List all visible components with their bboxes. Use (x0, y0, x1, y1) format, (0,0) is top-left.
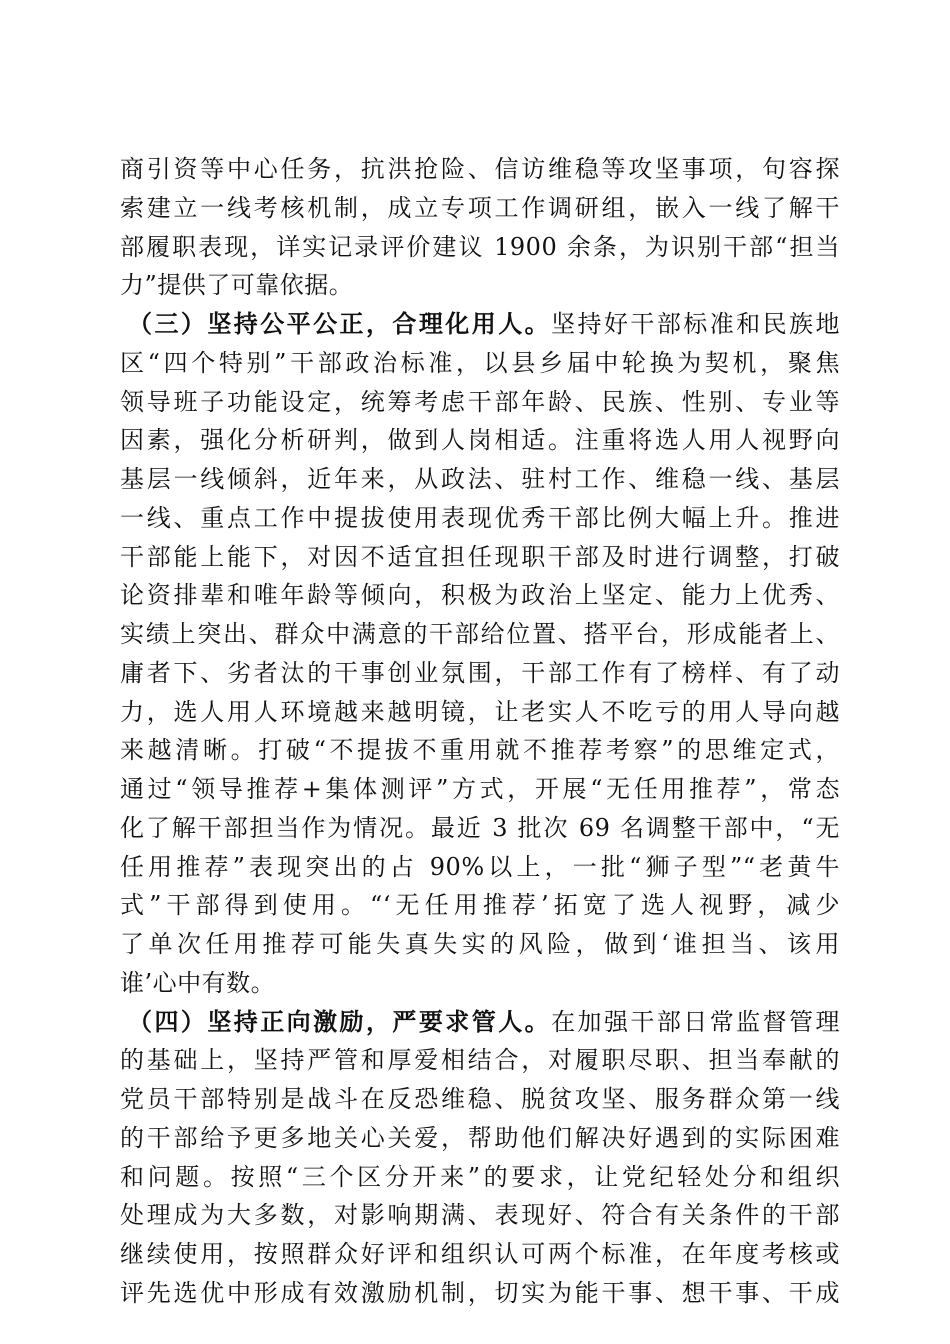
line-text: 的基础上，坚持严管和厚爱相结合，对履职尽职、担当奉献的 (120, 1046, 840, 1075)
body-text-line (120, 1274, 840, 1313)
line-text: 基层一线倾斜，近年来，从政法、驻村工作、维稳一线、基层 (120, 465, 840, 493)
line-text: 任用推荐”表现突出的占 90%以上，一批“狮子型”“老黄牛 (120, 852, 840, 881)
body-text-line (120, 964, 840, 1003)
line-text: 通过“领导推荐+集体测评”方式，开展“无任用推荐”，常态 (120, 775, 840, 803)
line-text: 和问题。按照“三个区分开来”的要求，让党纪轻处分和组织 (120, 1162, 840, 1191)
line-text: 继续使用，按照群众好评和组织认可两个标准，在年度考核或 (120, 1240, 840, 1268)
line-text: 式”干部得到使用。“‘无任用推荐’拓宽了选人视野，减少 (120, 891, 840, 920)
section-heading-line (120, 305, 840, 344)
line-text: 处理成为大多数，对影响期满、表现好、符合有关条件的干部 (120, 1201, 840, 1230)
body-text-line (120, 693, 840, 732)
body-text-line (120, 925, 840, 964)
body-text-line (120, 886, 840, 925)
line-text: 商引资等中心任务，抗洪抢险、信访维稳等攻坚事项，句容探 (120, 155, 840, 183)
line-text: 力，选人用人环境越来越明镜，让老实人不吃亏的用人导向越 (120, 697, 840, 726)
line-text: 一线、重点工作中提拔使用表现优秀干部比例大幅上升。推进 (120, 503, 840, 532)
body-text-line (120, 538, 840, 577)
line-text: 的干部给予更多地关心关爱，帮助他们解决好遇到的实际困难 (120, 1123, 840, 1152)
body-text-line (120, 228, 840, 267)
body-text-line (120, 344, 840, 383)
body-text-line (120, 848, 840, 887)
body-text-line (120, 189, 840, 228)
body-text-line (120, 1080, 840, 1119)
body-text-line (120, 499, 840, 538)
line-text: 因素，强化分析研判，做到人岗相适。注重将选人用人视野向 (120, 426, 840, 455)
body-text-line (120, 421, 840, 460)
body-text-line (120, 460, 840, 499)
line-text: 谁’心中有数。 (120, 968, 276, 997)
body-text-line (120, 1235, 840, 1274)
line-text: 索建立一线考核机制，成立专项工作调研组，嵌入一线了解干 (120, 193, 840, 222)
line-text: 化了解干部担当作为情况。最近 3 批次 69 名调整干部中，“无 (120, 813, 840, 842)
section-heading: （三）坚持公平公正，合理化用人。 (128, 309, 552, 338)
line-text: 力”提供了可靠依据。 (120, 271, 354, 300)
line-text: 在加强干部日常监督管理 (551, 1007, 841, 1036)
line-text: 党员干部特别是战斗在反恐维稳、脱贫攻坚、服务群众第一线 (120, 1085, 840, 1113)
body-text-line (120, 770, 840, 809)
body-text-line (120, 576, 840, 615)
line-text: 区“四个特别”干部政治标准，以县乡届中轮换为契机，聚焦 (120, 348, 840, 377)
line-text: 了单次任用推荐可能失真失实的风险，做到‘谁担当、该用 (120, 930, 840, 958)
line-text: 坚持好干部标准和民族地 (551, 310, 841, 338)
line-text: 实绩上突出、群众中满意的干部给位置、搭平台，形成能者上、 (120, 620, 840, 648)
section-heading-line (120, 1003, 840, 1042)
body-text-line (120, 731, 840, 770)
body-text-line (120, 266, 840, 305)
body-text-line (120, 615, 840, 654)
line-text: 论资排辈和唯年龄等倾向，积极为政治上坚定、能力上优秀、 (120, 581, 840, 610)
body-text-line (120, 1041, 840, 1080)
body-text-line (120, 383, 840, 422)
body-text-line (120, 1158, 840, 1197)
section-heading: （四）坚持正向激励，严要求管人。 (128, 1006, 552, 1036)
line-text: 评先选优中形成有效激励机制，切实为能干事、想干事、干成 (120, 1278, 840, 1307)
body-text-line (120, 1196, 840, 1235)
document-body (120, 150, 840, 1313)
line-text: 来越清晰。打破“不提拔不重用就不推荐考察”的思维定式， (120, 736, 840, 765)
line-text: 干部能上能下，对因不适宜担任现职干部及时进行调整，打破 (120, 542, 840, 571)
body-text-line (120, 809, 840, 848)
line-text: 庸者下、劣者汰的干事创业氛围，干部工作有了榜样、有了动 (120, 658, 840, 687)
body-text-line (120, 1119, 840, 1158)
body-text-line (120, 654, 840, 693)
line-text: 部履职表现，详实记录评价建议 1900 余条，为识别干部“担当 (120, 232, 840, 261)
body-text-line (120, 150, 840, 189)
line-text: 领导班子功能设定，统筹考虑干部年龄、民族、性别、专业等 (120, 387, 840, 416)
